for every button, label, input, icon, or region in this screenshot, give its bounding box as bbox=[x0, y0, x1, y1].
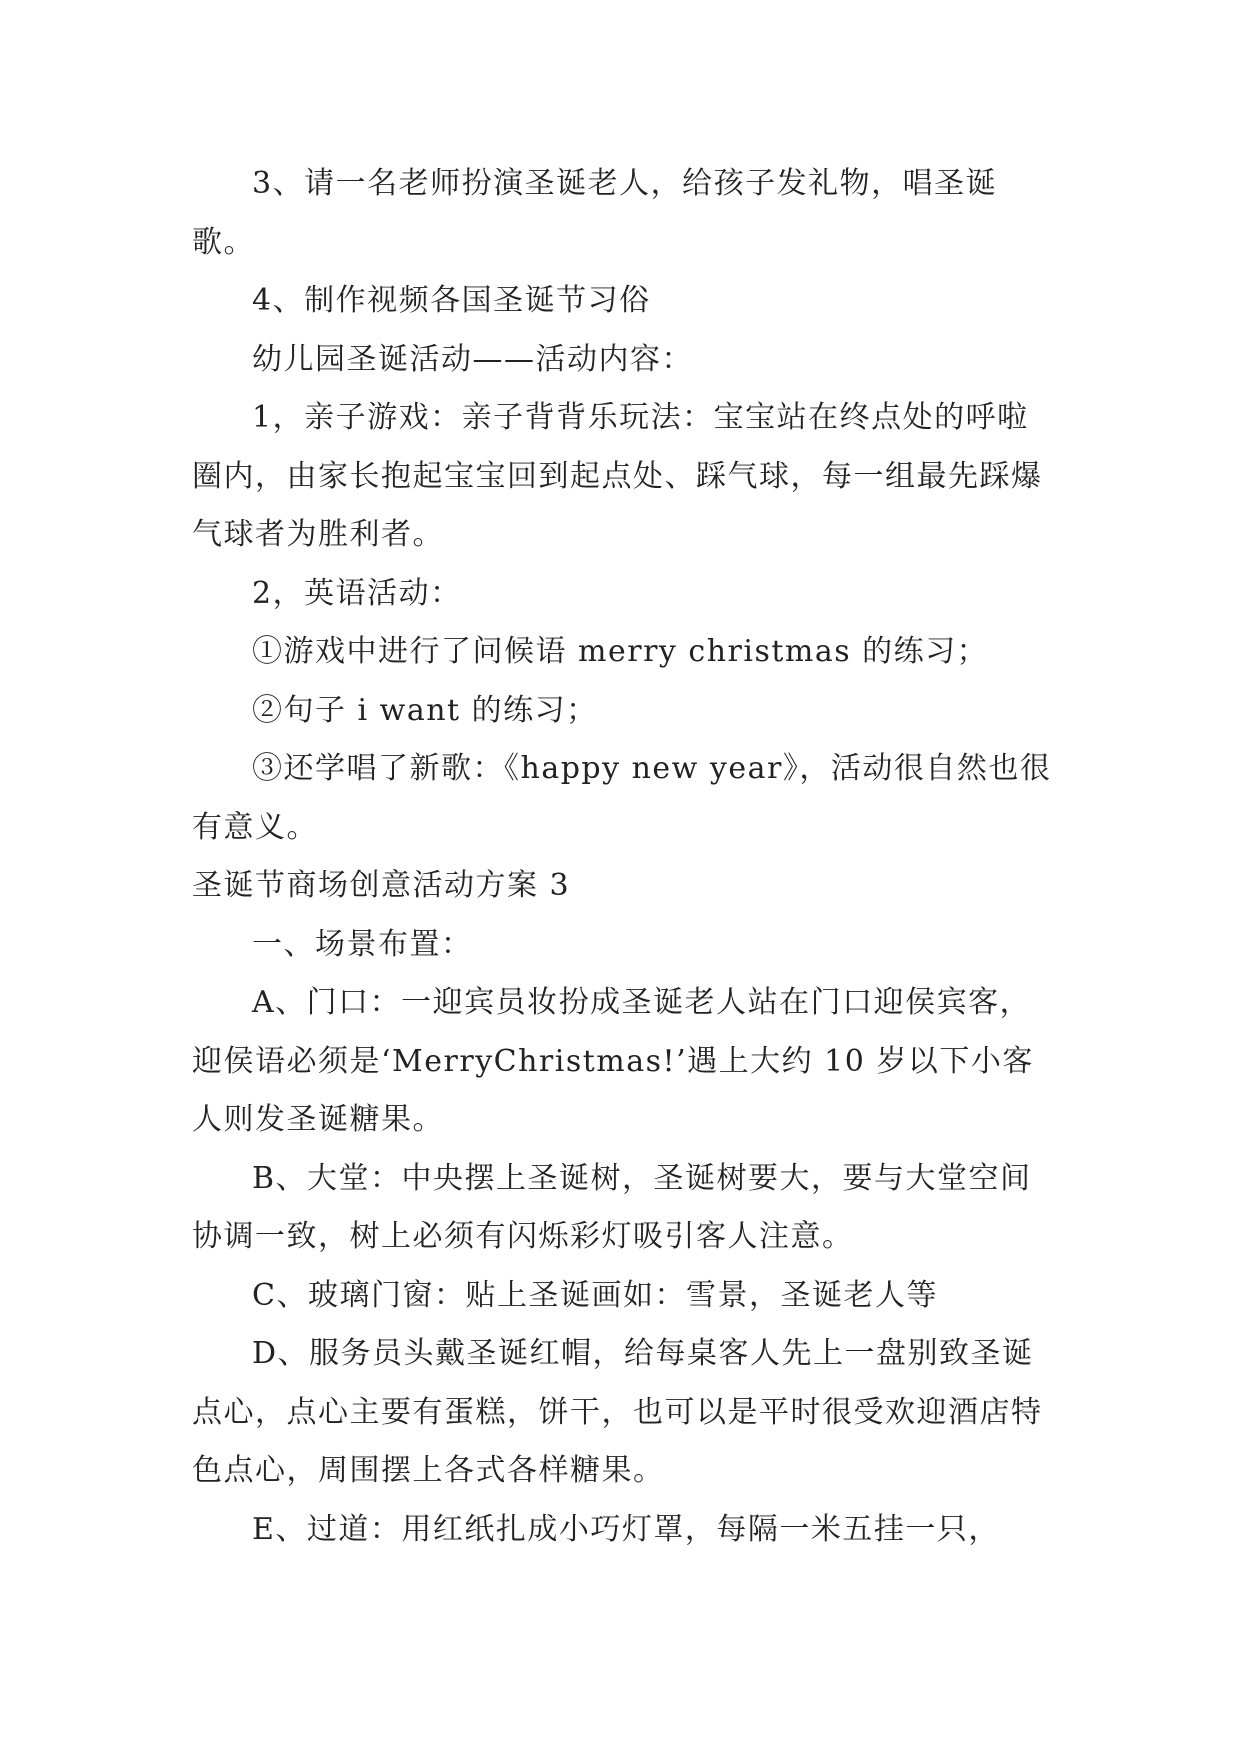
paragraph-scene-setup: 一、场景布置： bbox=[252, 926, 473, 962]
document-body bbox=[192, 155, 1058, 1559]
paragraph-item4-video: 4、制作视频各国圣诞节习俗 bbox=[252, 283, 651, 318]
paragraph-waiters: D、服务员头戴圣诞红帽，给每桌客人先上一盘别致圣诞点心，点心主要有蛋糕，饼干，也可以是平时很受欢迎酒店特色点心，周围摆上各式各样糖果。 bbox=[192, 1336, 1043, 1488]
paragraph-sentence-practice: ②句子 i want 的练习； bbox=[252, 692, 598, 728]
paragraph-entrance: A、门口：一迎宾员妆扮成圣诞老人站在门口迎侯宾客，迎侯语必须是‘MerryChristmas!’遇上大约 10 岁以下小客人则发圣诞糖果。 bbox=[192, 985, 1034, 1137]
paragraph-item3-santa: 3、请一名老师扮演圣诞老人，给孩子发礼物，唱圣诞歌。 bbox=[192, 166, 998, 260]
paragraph-new-song: ③还学唱了新歌：《happy new year》，活动很自然也很有意义。 bbox=[192, 751, 1052, 845]
paragraph-corridor: E、过道：用红纸扎成小巧灯罩，每隔一米五挂一只， bbox=[252, 1511, 1000, 1547]
section-title-plan-3: 圣诞节商场创意活动方案 3 bbox=[192, 868, 571, 903]
paragraph-parent-child-game: 1，亲子游戏：亲子背背乐玩法：宝宝站在终点处的呼啦圈内，由家长抱起宝宝回到起点处、踩气球，每一组最先踩爆气球者为胜利者。 bbox=[192, 400, 1043, 552]
paragraph-kindergarten-heading: 幼儿园圣诞活动——活动内容： bbox=[252, 341, 693, 377]
paragraph-greeting-practice: ①游戏中进行了问候语 merry christmas 的练习； bbox=[252, 634, 989, 669]
paragraph-lobby: B、大堂：中央摆上圣诞树，圣诞树要大，要与大堂空间协调一致，树上必须有闪烁彩灯吸引客人注意。 bbox=[192, 1160, 1032, 1254]
paragraph-glass-windows: C、玻璃门窗：贴上圣诞画如：雪景，圣诞老人等 bbox=[252, 1277, 938, 1313]
paragraph-english-activity: 2，英语活动： bbox=[252, 575, 462, 611]
